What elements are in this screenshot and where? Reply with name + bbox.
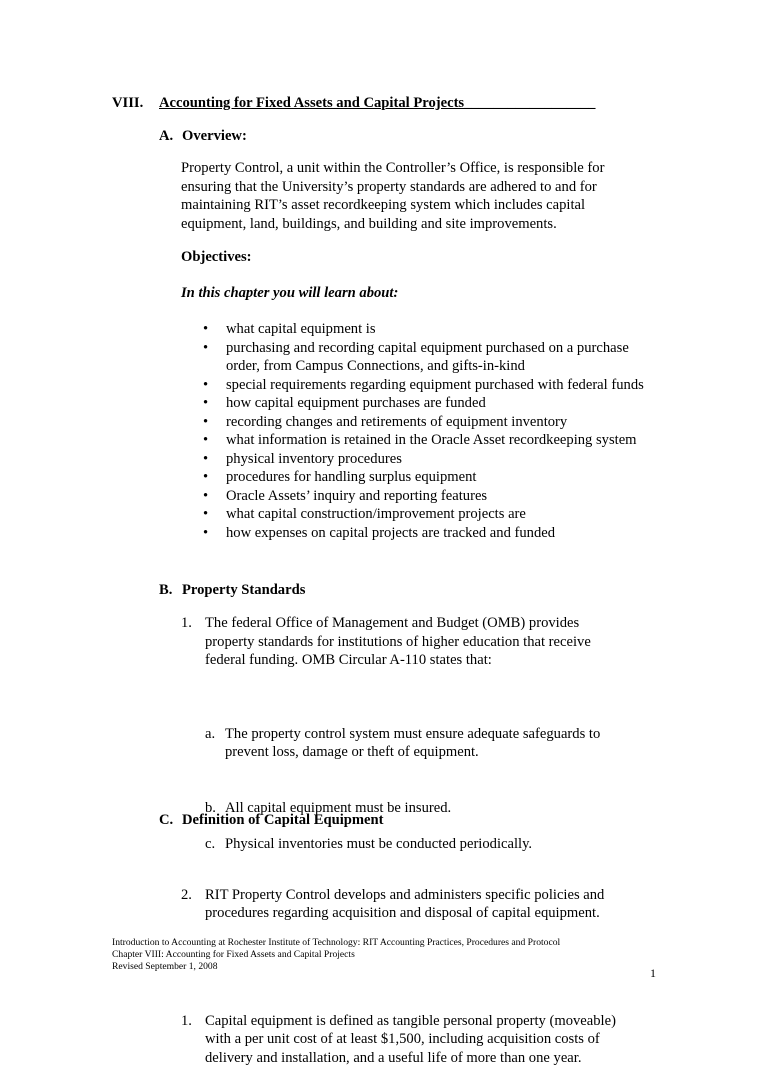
overview-paragraph: Property Control, a unit within the Controller’s Office, is responsible for ensuring that the University’s property standards are adhered to and for maintaining RIT’s asset recordkeeping system which includes capital equipment, land, buildings, and building and site improvements. xyxy=(181,159,626,233)
bullet-icon: • xyxy=(203,524,208,543)
bullet-icon: • xyxy=(203,394,208,413)
item-text: Capital equipment is defined as tangible personal property (moveable) with a per unit cost of at least $1,500, including acquisition costs of delivery and installation, and a useful life of more than one year. xyxy=(205,1013,616,1066)
bullet-icon: • xyxy=(203,339,208,358)
sub-item-text: Physical inventories must be conducted periodically. xyxy=(225,836,532,852)
chapter-title: Accounting for Fixed Assets and Capital Projects__________________ xyxy=(159,94,611,113)
section-a-heading xyxy=(159,127,247,146)
section-c-letter: C. xyxy=(159,811,182,830)
bullet-icon: • xyxy=(203,450,208,469)
bullet-icon: • xyxy=(203,487,208,506)
page-number: 1 xyxy=(650,964,656,983)
item-number: 1. xyxy=(181,614,192,633)
capital-equipment-item-1 xyxy=(181,1012,635,1067)
bullet-icon: • xyxy=(203,376,208,395)
page-footer xyxy=(112,937,652,974)
sub-item-a xyxy=(205,725,625,762)
list-item: • special requirements regarding equipment purchased with federal funds xyxy=(203,376,658,395)
list-item: • how capital equipment purchases are funded xyxy=(203,394,658,413)
list-item: • how expenses on capital projects are tracked and funded xyxy=(203,524,658,543)
objectives-label: Objectives: xyxy=(181,248,252,267)
objectives-intro: In this chapter you will learn about: xyxy=(181,284,398,303)
bullet-icon: • xyxy=(203,468,208,487)
section-b-heading xyxy=(159,581,305,600)
chapter-number: VIII. xyxy=(112,94,143,113)
sub-item-text: The property control system must ensure adequate safeguards to prevent loss, damage or theft of equipment. xyxy=(225,726,600,761)
sub-item-text: All capital equipment must be insured. xyxy=(225,800,451,816)
sub-item-letter: a. xyxy=(205,725,215,744)
list-item: • procedures for handling surplus equipment xyxy=(203,468,658,487)
list-item: • purchasing and recording capital equipment purchased on a purchase order, from Campus Connections, and gifts-in-kind xyxy=(203,339,658,376)
sub-item-c xyxy=(205,835,625,854)
list-item: • recording changes and retirements of equipment inventory xyxy=(203,413,658,432)
list-item: • what capital equipment is xyxy=(203,320,658,339)
section-a-title: Overview: xyxy=(182,128,247,144)
objectives-list xyxy=(203,320,658,542)
footer-line-2: Chapter VIII: Accounting for Fixed Assets and Capital Projects xyxy=(112,949,652,961)
section-c-title: Definition of Capital Equipment xyxy=(182,812,384,828)
bullet-icon: • xyxy=(203,320,208,339)
bullet-icon: • xyxy=(203,413,208,432)
list-item: • what information is retained in the Oracle Asset recordkeeping system xyxy=(203,431,658,450)
section-b-letter: B. xyxy=(159,581,182,600)
item-number: 2. xyxy=(181,886,192,905)
bullet-icon: • xyxy=(203,505,208,524)
bullet-icon: • xyxy=(203,431,208,450)
item-number: 1. xyxy=(181,1012,192,1031)
list-item: • Oracle Assets’ inquiry and reporting features xyxy=(203,487,658,506)
list-item: • what capital construction/improvement projects are xyxy=(203,505,658,524)
property-standards-item-1 xyxy=(181,614,625,670)
section-c-heading xyxy=(159,811,384,830)
sub-item-letter: c. xyxy=(205,835,215,854)
footer-line-3: Revised September 1, 2008 xyxy=(112,961,652,973)
section-b-title: Property Standards xyxy=(182,582,305,598)
item-text: RIT Property Control develops and administers specific policies and procedures regarding acquisition and disposal of capital equipment. xyxy=(205,887,604,922)
sub-item-letter: b. xyxy=(205,799,216,818)
property-standards-item-2 xyxy=(181,886,625,923)
section-a-letter: A. xyxy=(159,127,182,146)
item-text: The federal Office of Management and Budget (OMB) provides property standards for institutions of higher education that receive federal funding. OMB Circular A-110 states that: xyxy=(205,615,591,668)
footer-line-1: Introduction to Accounting at Rochester Institute of Technology: RIT Accounting Practices, Procedures and Protocol xyxy=(112,937,652,949)
list-item: • physical inventory procedures xyxy=(203,450,658,469)
